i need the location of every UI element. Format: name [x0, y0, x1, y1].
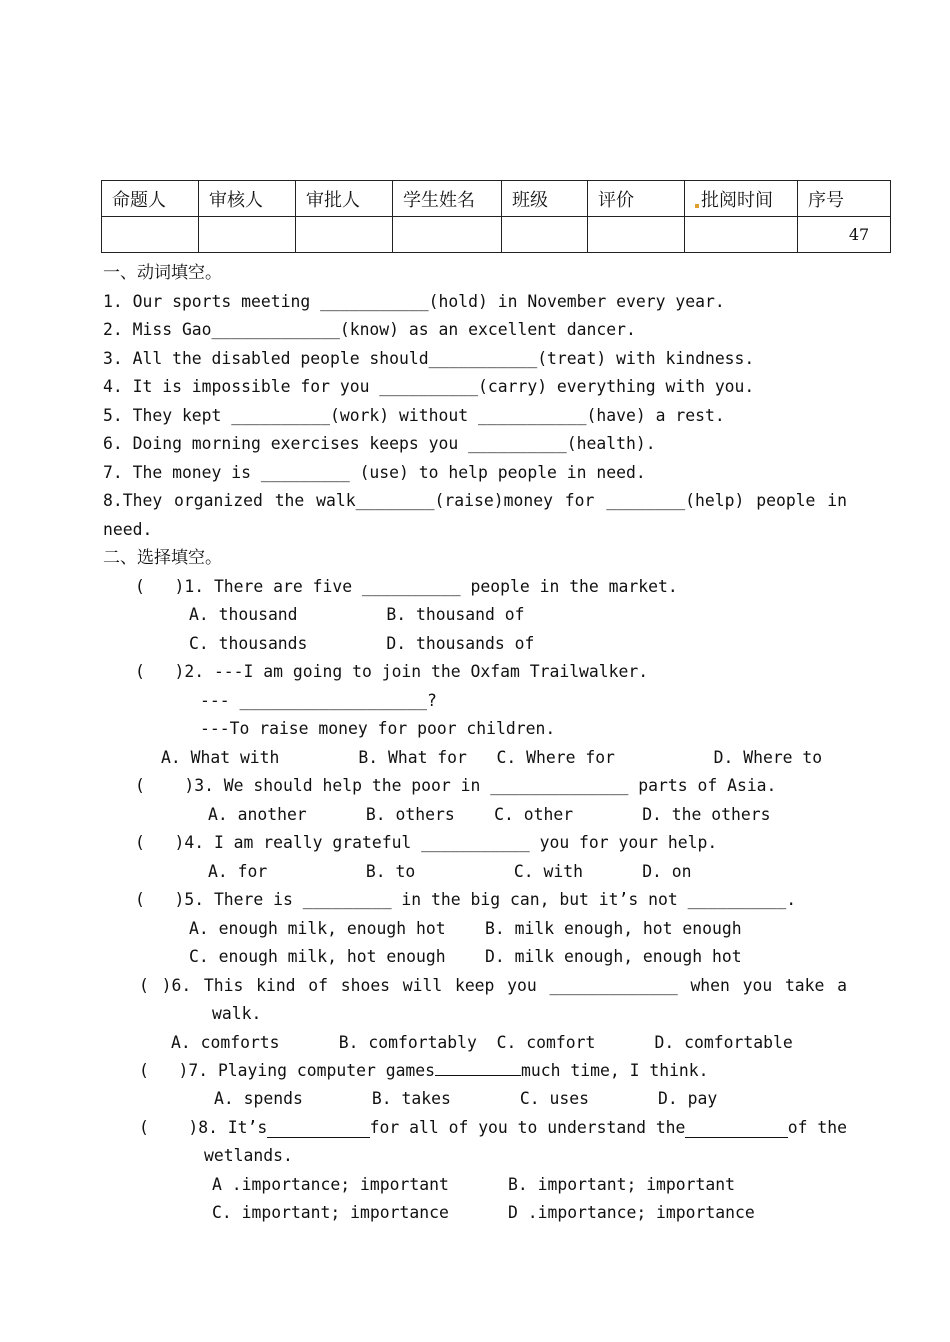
- fill-item: 5. They kept __________(work) without ___________(have) a rest.: [103, 406, 725, 425]
- answer-options: A. thousand B. thousand of: [189, 605, 525, 624]
- question-text: of the: [787, 1118, 847, 1137]
- answer-options: C. thousands D. thousands of: [189, 634, 535, 653]
- header-row: [102, 181, 891, 217]
- answer-options: A. enough milk, enough hot B. milk enough, hot enough: [189, 919, 742, 938]
- value-cell: [502, 217, 588, 253]
- value-cell: [199, 217, 296, 253]
- value-row: [102, 217, 891, 253]
- value-cell: [588, 217, 685, 253]
- answer-options: C. enough milk, hot enough D. milk enough, enough hot: [189, 947, 742, 966]
- question-text: for all of you to understand the: [369, 1118, 686, 1137]
- fill-item: 8.They organized the walk________(raise)money for ________(help) people in: [103, 491, 847, 510]
- question: [139, 1118, 847, 1138]
- header-cell: 评价: [588, 181, 685, 217]
- value-cell: [296, 217, 393, 253]
- question: [139, 1061, 709, 1081]
- question-text: ( )7. Playing computer games: [139, 1061, 436, 1080]
- question-continued: wetlands.: [204, 1146, 293, 1165]
- section1-title: 一、动词填空。: [103, 263, 222, 283]
- answer-options: A. spends B. takes C. uses D. pay: [214, 1089, 718, 1108]
- value-cell: [102, 217, 199, 253]
- header-cell: 班级: [502, 181, 588, 217]
- header-cell: 学生姓名: [393, 181, 502, 217]
- fill-item: 3. All the disabled people should___________(treat) with kindness.: [103, 349, 755, 368]
- question-continued: walk.: [212, 1004, 262, 1023]
- answer-options: A. for B. to C. with D. on: [208, 862, 692, 881]
- fill-item: 4. It is impossible for you __________(carry) everything with you.: [103, 377, 755, 396]
- value-cell: [393, 217, 502, 253]
- answer-options: A .importance; important B. important; important: [212, 1175, 736, 1194]
- fill-item: 2. Miss Gao_____________(know) as an excellent dancer.: [103, 320, 636, 339]
- answer-blank: [435, 1075, 521, 1076]
- header-cell: 序号: [798, 181, 891, 217]
- section2-title: 二、选择填空。: [103, 548, 222, 568]
- answer-options: A. comforts B. comfortably C. comfort D. comfortable: [171, 1033, 793, 1052]
- fill-item: 7. The money is _________ (use) to help people in need.: [103, 463, 646, 482]
- dialogue-line: --- ___________________?: [200, 691, 437, 710]
- dialogue-line: ---To raise money for poor children.: [200, 719, 556, 738]
- header-cell: 审批人: [296, 181, 393, 217]
- marker-dot: [695, 204, 699, 208]
- fill-item: 6. Doing morning exercises keeps you __________(health).: [103, 434, 656, 453]
- answer-blank: [267, 1118, 369, 1138]
- fill-item: 1. Our sports meeting ___________(hold) in November every year.: [103, 292, 725, 311]
- question: ( )4. I am really grateful ___________ you for your help.: [135, 833, 718, 852]
- answer-options: C. important; importance D .importance; importance: [212, 1203, 755, 1222]
- question: ( )6. This kind of shoes will keep you _____________ when you take a: [139, 976, 847, 995]
- serial-number: 47: [798, 217, 891, 253]
- answer-blank: [685, 1118, 787, 1138]
- question-text: much time, I think.: [521, 1061, 709, 1080]
- question: ( )2. ---I am going to join the Oxfam Trailwalker.: [135, 662, 649, 681]
- header-cell-label: 批阅时间: [701, 189, 773, 211]
- question: ( )5. There is _________ in the big can, but it’s not __________.: [135, 890, 797, 909]
- answer-options: A. What with B. What for C. Where for D. Where to: [161, 748, 823, 767]
- value-cell: [685, 217, 798, 253]
- question: ( )1. There are five __________ people in the market.: [135, 577, 678, 596]
- fill-item-continued: need.: [103, 520, 153, 539]
- question: ( )3. We should help the poor in ______________ parts of Asia.: [135, 776, 777, 795]
- header-cell: 审核人: [199, 181, 296, 217]
- header-cell-review-time: [685, 181, 798, 217]
- header-table: [101, 180, 891, 253]
- question-text: ( )8. It’s: [139, 1118, 268, 1137]
- header-cell: 命题人: [102, 181, 199, 217]
- answer-options: A. another B. others C. other D. the others: [208, 805, 771, 824]
